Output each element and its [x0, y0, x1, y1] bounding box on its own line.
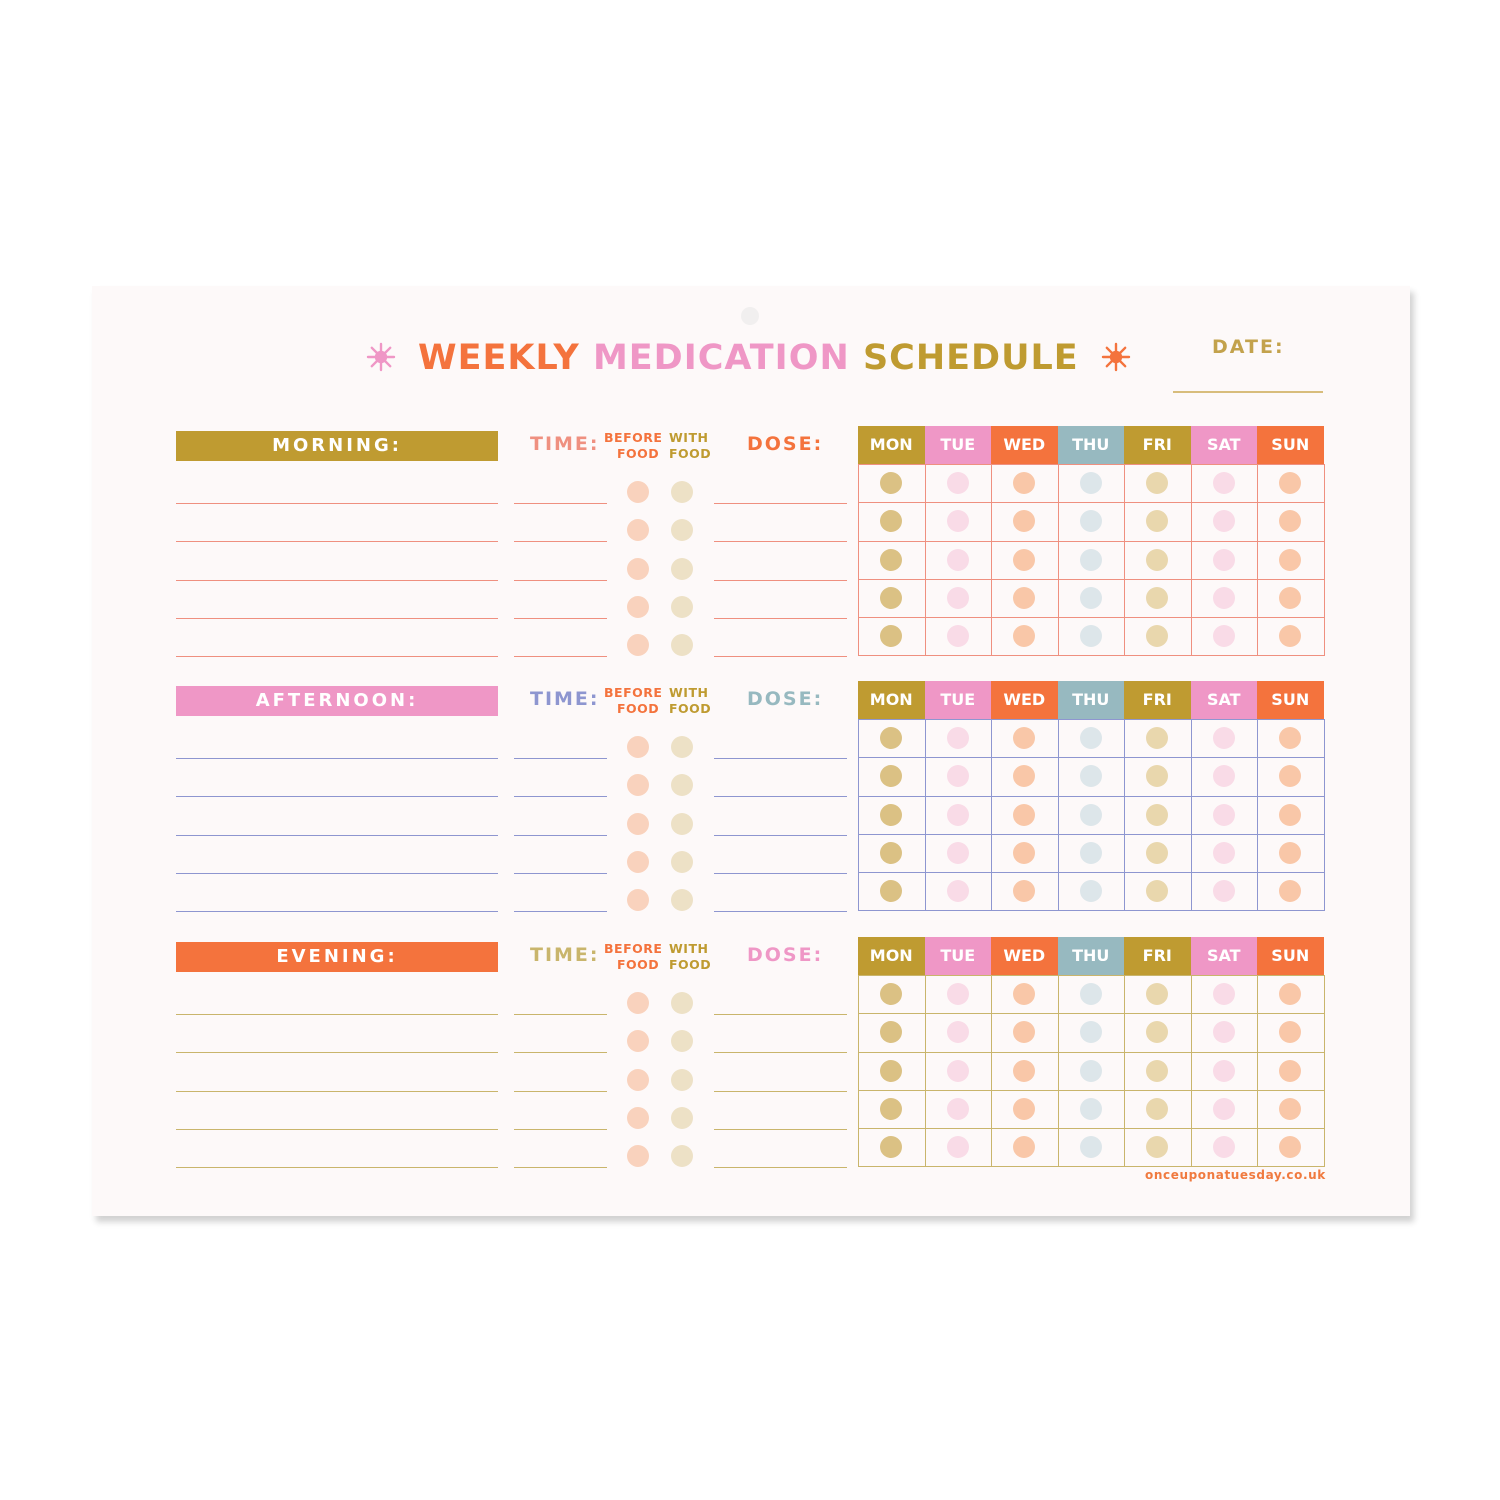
with-food-checkbox[interactable]: [671, 774, 693, 796]
before-food-checkbox[interactable]: [627, 1145, 649, 1167]
day-header-sun: SUN: [1257, 426, 1324, 464]
day-checkbox-sat[interactable]: [1213, 472, 1235, 494]
dose-entry-line[interactable]: [714, 873, 847, 874]
day-checkbox-mon[interactable]: [880, 1060, 902, 1082]
section-label: MORNING:: [176, 431, 498, 461]
time-entry-line[interactable]: [514, 503, 607, 504]
day-checkbox-tue[interactable]: [947, 549, 969, 571]
day-header-fri: FRI: [1124, 426, 1191, 464]
time-entry-line[interactable]: [514, 758, 607, 759]
before-food-header-line2: FOOD: [617, 701, 660, 716]
medication-name-line[interactable]: [176, 1052, 498, 1053]
day-checkbox-sat[interactable]: [1213, 880, 1235, 902]
day-checkbox-sat[interactable]: [1213, 549, 1235, 571]
day-checkbox-sat[interactable]: [1213, 804, 1235, 826]
with-food-header-line1: WITH: [669, 430, 709, 445]
with-food-checkbox[interactable]: [671, 992, 693, 1014]
dose-entry-line[interactable]: [714, 656, 847, 657]
day-header-mon: MON: [858, 426, 925, 464]
before-food-checkbox[interactable]: [627, 1107, 649, 1129]
with-food-checkbox[interactable]: [671, 1069, 693, 1091]
day-checkbox-thu[interactable]: [1080, 549, 1102, 571]
with-food-header-line1: WITH: [669, 941, 709, 956]
medication-name-line[interactable]: [176, 1091, 498, 1092]
with-food-header-line2: FOOD: [669, 957, 712, 972]
with-food-checkbox[interactable]: [671, 889, 693, 911]
day-checkbox-thu[interactable]: [1080, 1098, 1102, 1120]
hanging-hole: [741, 307, 759, 325]
medication-name-line[interactable]: [176, 656, 498, 657]
day-checkbox-wed[interactable]: [1013, 549, 1035, 571]
day-header-sat: SAT: [1191, 937, 1258, 975]
day-checkbox-thu[interactable]: [1080, 1060, 1102, 1082]
time-header: TIME:: [530, 944, 600, 966]
dose-entry-line[interactable]: [714, 758, 847, 759]
day-checkbox-tue[interactable]: [947, 727, 969, 749]
with-food-checkbox[interactable]: [671, 1145, 693, 1167]
day-checkbox-fri[interactable]: [1146, 549, 1168, 571]
with-food-header-line2: FOOD: [669, 701, 712, 716]
right-star-icon: [1099, 340, 1133, 374]
day-checkbox-mon[interactable]: [880, 804, 902, 826]
day-header-sat: SAT: [1191, 426, 1258, 464]
day-checkbox-wed[interactable]: [1013, 1060, 1035, 1082]
dose-header: DOSE:: [747, 944, 824, 966]
day-checkbox-thu[interactable]: [1080, 880, 1102, 902]
with-food-checkbox[interactable]: [671, 813, 693, 835]
time-entry-line[interactable]: [514, 541, 607, 542]
with-food-checkbox[interactable]: [671, 596, 693, 618]
with-food-checkbox[interactable]: [671, 481, 693, 503]
dose-entry-line[interactable]: [714, 1052, 847, 1053]
with-food-checkbox[interactable]: [671, 851, 693, 873]
dose-entry-line[interactable]: [714, 541, 847, 542]
day-checkbox-sat[interactable]: [1213, 587, 1235, 609]
day-header-sun: SUN: [1257, 937, 1324, 975]
day-checkbox-sat[interactable]: [1213, 1136, 1235, 1158]
time-entry-line[interactable]: [514, 1091, 607, 1092]
medication-name-line[interactable]: [176, 541, 498, 542]
day-checkbox-tue[interactable]: [947, 1136, 969, 1158]
with-food-header-line2: FOOD: [669, 446, 712, 461]
day-checkbox-thu[interactable]: [1080, 842, 1102, 864]
dose-entry-line[interactable]: [714, 1091, 847, 1092]
medication-name-line[interactable]: [176, 796, 498, 797]
dose-entry-line[interactable]: [714, 835, 847, 836]
before-food-checkbox[interactable]: [627, 1030, 649, 1052]
day-header-sun: SUN: [1257, 681, 1324, 719]
time-entry-line[interactable]: [514, 1052, 607, 1053]
time-entry-line[interactable]: [514, 1014, 607, 1015]
dose-entry-line[interactable]: [714, 580, 847, 581]
day-checkbox-tue[interactable]: [947, 842, 969, 864]
day-checkbox-tue[interactable]: [947, 587, 969, 609]
before-food-header-line2: FOOD: [617, 957, 660, 972]
day-checkbox-fri[interactable]: [1146, 804, 1168, 826]
day-checkbox-sat[interactable]: [1213, 983, 1235, 1005]
day-header-sat: SAT: [1191, 681, 1258, 719]
time-entry-line[interactable]: [514, 873, 607, 874]
time-entry-line[interactable]: [514, 796, 607, 797]
medication-name-line[interactable]: [176, 1167, 498, 1168]
title-word-weekly: WEEKLY: [418, 338, 580, 378]
before-food-checkbox[interactable]: [627, 736, 649, 758]
day-header-tue: TUE: [925, 937, 992, 975]
day-header-thu: THU: [1058, 937, 1125, 975]
with-food-checkbox[interactable]: [671, 1107, 693, 1129]
dose-entry-line[interactable]: [714, 1129, 847, 1130]
dose-entry-line[interactable]: [714, 911, 847, 912]
day-header-wed: WED: [991, 426, 1058, 464]
day-header-fri: FRI: [1124, 681, 1191, 719]
day-header-mon: MON: [858, 681, 925, 719]
day-checkbox-sat[interactable]: [1213, 842, 1235, 864]
day-header-tue: TUE: [925, 681, 992, 719]
before-food-checkbox[interactable]: [627, 596, 649, 618]
day-checkbox-thu[interactable]: [1080, 983, 1102, 1005]
dose-header: DOSE:: [747, 688, 824, 710]
time-header: TIME:: [530, 688, 600, 710]
dose-entry-line[interactable]: [714, 796, 847, 797]
medication-name-line[interactable]: [176, 618, 498, 619]
footer-website: onceuponatuesday.co.uk: [1145, 1168, 1326, 1182]
before-food-checkbox[interactable]: [627, 519, 649, 541]
before-food-header-line2: FOOD: [617, 446, 660, 461]
day-checkbox-thu[interactable]: [1080, 625, 1102, 647]
time-entry-line[interactable]: [514, 911, 607, 912]
day-checkbox-tue[interactable]: [947, 880, 969, 902]
with-food-checkbox[interactable]: [671, 1030, 693, 1052]
section-label: AFTERNOON:: [176, 686, 498, 716]
title-word-schedule: SCHEDULE: [862, 338, 1079, 378]
day-checkbox-tue[interactable]: [947, 1098, 969, 1120]
day-checkbox-thu[interactable]: [1080, 727, 1102, 749]
dose-entry-line[interactable]: [714, 1014, 847, 1015]
before-food-checkbox[interactable]: [627, 558, 649, 580]
with-food-checkbox[interactable]: [671, 558, 693, 580]
time-entry-line[interactable]: [514, 1129, 607, 1130]
day-checkbox-sat[interactable]: [1213, 727, 1235, 749]
time-entry-line[interactable]: [514, 1167, 607, 1168]
day-checkbox-sat[interactable]: [1213, 1060, 1235, 1082]
left-star-icon: [364, 340, 398, 374]
day-checkbox-mon[interactable]: [880, 549, 902, 571]
before-food-checkbox[interactable]: [627, 481, 649, 503]
date-label: DATE:: [1212, 336, 1285, 358]
day-checkbox-thu[interactable]: [1080, 804, 1102, 826]
day-checkbox-thu[interactable]: [1080, 472, 1102, 494]
day-header-wed: WED: [991, 937, 1058, 975]
day-checkbox-wed[interactable]: [1013, 804, 1035, 826]
day-header-tue: TUE: [925, 426, 992, 464]
day-checkbox-tue[interactable]: [947, 472, 969, 494]
time-header: TIME:: [530, 433, 600, 455]
day-checkbox-thu[interactable]: [1080, 1136, 1102, 1158]
time-entry-line[interactable]: [514, 580, 607, 581]
before-food-header-line1: BEFORE: [604, 430, 663, 445]
before-food-header-line1: BEFORE: [604, 685, 663, 700]
day-checkbox-tue[interactable]: [947, 1060, 969, 1082]
medication-name-line[interactable]: [176, 873, 498, 874]
medication-name-line[interactable]: [176, 1129, 498, 1130]
day-checkbox-thu[interactable]: [1080, 587, 1102, 609]
before-food-checkbox[interactable]: [627, 889, 649, 911]
medication-name-line[interactable]: [176, 1014, 498, 1015]
day-checkbox-sun[interactable]: [1279, 804, 1301, 826]
medication-name-line[interactable]: [176, 580, 498, 581]
medication-name-line[interactable]: [176, 758, 498, 759]
day-checkbox-tue[interactable]: [947, 983, 969, 1005]
day-checkbox-tue[interactable]: [947, 804, 969, 826]
dose-entry-line[interactable]: [714, 618, 847, 619]
before-food-checkbox[interactable]: [627, 851, 649, 873]
day-checkbox-fri[interactable]: [1146, 1060, 1168, 1082]
page-title: [418, 333, 1079, 383]
before-food-checkbox[interactable]: [627, 774, 649, 796]
before-food-checkbox[interactable]: [627, 992, 649, 1014]
day-checkbox-sat[interactable]: [1213, 1098, 1235, 1120]
with-food-checkbox[interactable]: [671, 634, 693, 656]
time-entry-line[interactable]: [514, 618, 607, 619]
dose-entry-line[interactable]: [714, 1167, 847, 1168]
dose-header: DOSE:: [747, 433, 824, 455]
with-food-header-line1: WITH: [669, 685, 709, 700]
medication-name-line[interactable]: [176, 503, 498, 504]
medication-name-line[interactable]: [176, 835, 498, 836]
day-header-wed: WED: [991, 681, 1058, 719]
day-checkbox-tue[interactable]: [947, 625, 969, 647]
day-header-thu: THU: [1058, 681, 1125, 719]
before-food-checkbox[interactable]: [627, 634, 649, 656]
time-entry-line[interactable]: [514, 835, 607, 836]
before-food-checkbox[interactable]: [627, 1069, 649, 1091]
day-header-fri: FRI: [1124, 937, 1191, 975]
section-label: EVENING:: [176, 942, 498, 972]
dose-entry-line[interactable]: [714, 503, 847, 504]
with-food-checkbox[interactable]: [671, 519, 693, 541]
time-entry-line[interactable]: [514, 656, 607, 657]
day-header-mon: MON: [858, 937, 925, 975]
with-food-checkbox[interactable]: [671, 736, 693, 758]
date-field[interactable]: [1173, 391, 1323, 393]
before-food-header-line1: BEFORE: [604, 941, 663, 956]
day-header-thu: THU: [1058, 426, 1125, 464]
title-word-medication: MEDICATION: [592, 338, 850, 378]
medication-name-line[interactable]: [176, 911, 498, 912]
day-checkbox-sat[interactable]: [1213, 625, 1235, 647]
day-checkbox-sun[interactable]: [1279, 1060, 1301, 1082]
before-food-checkbox[interactable]: [627, 813, 649, 835]
day-checkbox-sun[interactable]: [1279, 549, 1301, 571]
